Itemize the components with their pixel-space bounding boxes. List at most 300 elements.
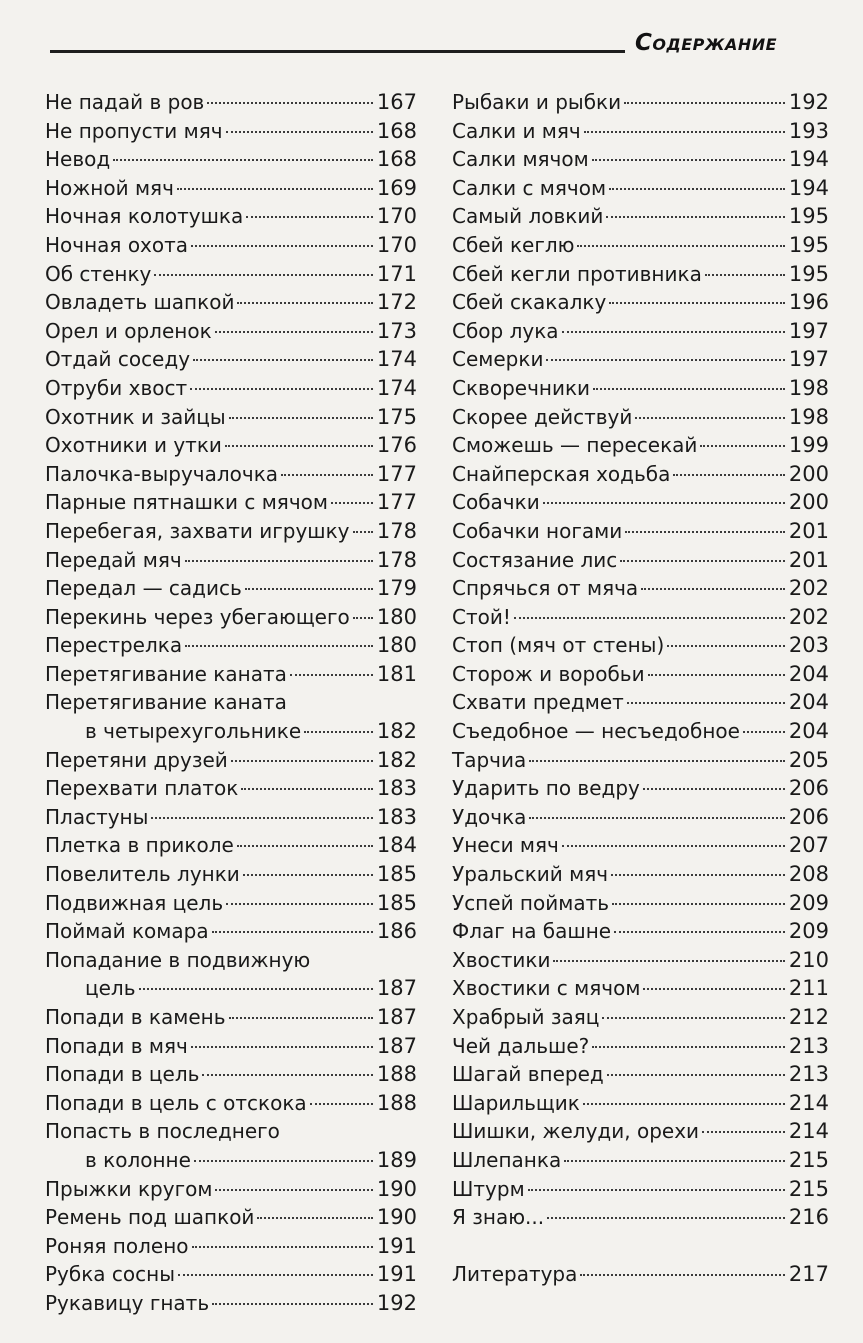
- toc-entry: [452, 774, 829, 803]
- dot-leader: [190, 388, 373, 390]
- entry-title: Собачки: [452, 490, 540, 515]
- entry-title: Чей дальше?: [452, 1033, 590, 1058]
- toc-entry: [45, 1260, 417, 1289]
- dot-leader: [225, 445, 373, 447]
- dot-leader: [245, 588, 373, 590]
- toc-entry: [452, 1032, 829, 1061]
- page-number: 200: [788, 461, 829, 486]
- toc-entry: [45, 746, 417, 775]
- page-number: 201: [788, 547, 829, 572]
- entry-title: Салки с мячом: [452, 175, 607, 200]
- page-number: 177: [376, 461, 417, 486]
- entry-title: Об стенку: [45, 261, 152, 286]
- dot-leader: [611, 874, 785, 876]
- dot-leader: [602, 1017, 785, 1019]
- page-number: 170: [376, 204, 417, 229]
- dot-leader: [154, 274, 373, 276]
- entry-title: Плетка в приколе: [45, 833, 234, 858]
- entry-title: Рыбаки и рыбки: [452, 90, 622, 114]
- dot-leader: [353, 531, 373, 533]
- toc-entry: [452, 803, 829, 832]
- entry-title: Тарчиа: [452, 747, 527, 772]
- dot-leader: [207, 102, 373, 104]
- entry-title: Я знаю...: [452, 1205, 545, 1230]
- dot-leader: [553, 960, 784, 962]
- page-number: 205: [788, 747, 829, 772]
- entry-title: Шлепанка: [452, 1147, 562, 1172]
- toc-entry: [45, 1089, 417, 1118]
- toc-entry: [452, 946, 829, 975]
- toc-entry: [45, 317, 417, 346]
- entry-title: Палочка-выручалочка: [45, 461, 279, 486]
- page-number: 186: [376, 919, 417, 944]
- toc-entry: [452, 1003, 829, 1032]
- dot-leader: [583, 1103, 785, 1105]
- dot-leader: [304, 731, 373, 733]
- page-number: 202: [788, 576, 829, 601]
- toc-entry: [452, 974, 829, 1003]
- entry-title: Попади в камень: [45, 1005, 226, 1029]
- page-number: 195: [788, 261, 829, 286]
- dot-leader: [705, 274, 785, 276]
- toc-entry: [45, 145, 417, 174]
- toc-entry: [452, 374, 829, 403]
- dot-leader: [192, 1246, 373, 1248]
- dot-leader: [648, 674, 785, 676]
- toc-entry: [45, 1289, 417, 1318]
- entry-title: Собачки ногами: [452, 518, 623, 543]
- toc-entry: [452, 1146, 829, 1175]
- entry-title: Состязание лис: [452, 547, 618, 572]
- page-number: 208: [788, 862, 829, 887]
- dot-leader: [624, 102, 785, 104]
- dot-leader: [185, 645, 373, 647]
- entry-title: Передай мяч: [45, 547, 182, 572]
- page-number: 204: [788, 690, 829, 715]
- dot-leader: [607, 1074, 785, 1076]
- entry-title: Ремень под шапкой: [45, 1205, 255, 1230]
- page-number: 199: [788, 433, 829, 458]
- toc-entry: [452, 174, 829, 203]
- dot-leader: [212, 931, 373, 933]
- page-number: 179: [376, 576, 417, 601]
- page-number: 204: [788, 661, 829, 686]
- entry-title: Попасть в последнего: [45, 1119, 280, 1144]
- page-number: 203: [788, 633, 829, 658]
- entry-title: Сможешь — пересекай: [452, 433, 698, 458]
- toc-entry: [45, 1232, 417, 1261]
- dot-leader: [700, 445, 784, 447]
- toc-entry: [45, 488, 417, 517]
- dot-leader: [528, 1189, 785, 1191]
- entry-title: Пластуны: [45, 804, 149, 829]
- toc-entry: [452, 889, 829, 918]
- entry-title: Сбор лука: [452, 318, 559, 343]
- toc-entry: [45, 260, 417, 289]
- entry-title: Уральский мяч: [452, 862, 609, 887]
- dot-leader: [246, 216, 373, 218]
- toc-entry: [45, 546, 417, 575]
- dot-leader: [243, 874, 373, 876]
- entry-title: Перехвати платок: [45, 776, 239, 801]
- toc-entry: [45, 803, 417, 832]
- dot-leader: [593, 388, 785, 390]
- entry-title: Унеси мяч: [452, 833, 559, 858]
- toc-entry: [452, 460, 829, 489]
- entry-title: Овладеть шапкой: [45, 290, 235, 315]
- dot-leader: [215, 331, 373, 333]
- page-number: 212: [788, 1005, 829, 1029]
- page-number: 191: [376, 1233, 417, 1258]
- entry-title: Повелитель лунки: [45, 862, 240, 887]
- toc-entry: [452, 546, 829, 575]
- entry-title: Попади в цель с отскока: [45, 1090, 307, 1115]
- entry-title: Хвостики с мячом: [452, 976, 641, 1001]
- dot-leader: [229, 417, 373, 419]
- entry-title: Скворечники: [452, 375, 591, 400]
- page-number: 173: [376, 318, 417, 343]
- entry-title: Снайперская ходьба: [452, 461, 671, 486]
- toc-entry: [45, 831, 417, 860]
- entry-title: Рукавицу гнать: [45, 1290, 210, 1315]
- toc-entry: [452, 488, 829, 517]
- toc-entry: [45, 574, 417, 603]
- dot-leader: [310, 1103, 373, 1105]
- entry-title: Отдай соседу: [45, 347, 191, 372]
- dot-leader: [529, 760, 785, 762]
- entry-title: Сбей кеглю: [452, 232, 575, 257]
- entry-title: Семерки: [452, 347, 544, 372]
- toc-entry: [45, 517, 417, 546]
- page-number: 176: [376, 433, 417, 458]
- dot-leader: [194, 1160, 373, 1162]
- page-number: 213: [788, 1033, 829, 1058]
- toc-entry: [45, 460, 417, 489]
- page-number: 188: [376, 1062, 417, 1087]
- entry-title-continued: цель: [85, 976, 136, 1001]
- page-number: 190: [376, 1176, 417, 1201]
- toc-entry: [45, 603, 417, 632]
- entry-title: Сбей скакалку: [452, 290, 607, 315]
- toc-entry: [452, 746, 829, 775]
- entry-title-continued: в колонне: [85, 1147, 191, 1172]
- page-number: 198: [788, 404, 829, 429]
- page-title: Содержание: [635, 30, 778, 56]
- entry-title: Спрячься от мяча: [452, 576, 639, 601]
- toc-entry: [45, 1175, 417, 1204]
- dot-leader: [577, 245, 784, 247]
- entry-title: Охотники и утки: [45, 433, 222, 458]
- entry-title: Перебегая, захвати игрушку: [45, 518, 350, 543]
- page-number: 194: [788, 175, 829, 200]
- entry-title: Перекинь через убегающего: [45, 604, 350, 629]
- toc-entry: [45, 774, 417, 803]
- dot-leader: [543, 502, 785, 504]
- toc-entry: [452, 345, 829, 374]
- page-number: 180: [376, 633, 417, 658]
- toc-entry: [452, 574, 829, 603]
- dot-leader: [606, 216, 785, 218]
- page-number: 174: [376, 375, 417, 400]
- dot-leader: [592, 1046, 785, 1048]
- dot-leader: [564, 1160, 785, 1162]
- entry-title: Передал — садись: [45, 576, 242, 601]
- dot-leader: [212, 1303, 373, 1305]
- dot-leader: [151, 817, 372, 819]
- toc-entry: [45, 889, 417, 918]
- page-number: 204: [788, 719, 829, 744]
- dot-leader: [743, 731, 785, 733]
- entry-title-continued: в четырехугольнике: [85, 719, 302, 744]
- entry-title: Попади в цель: [45, 1062, 200, 1087]
- page-number: 181: [376, 661, 417, 686]
- toc-entry: [452, 1260, 829, 1289]
- toc-entry: [452, 717, 829, 746]
- page-number: 195: [788, 204, 829, 229]
- page-number: 182: [376, 719, 417, 744]
- dot-leader: [257, 1217, 372, 1219]
- dot-leader: [226, 903, 373, 905]
- page-number: 185: [376, 890, 417, 915]
- entry-title: Перетягивание каната: [45, 661, 287, 686]
- dot-leader: [612, 903, 785, 905]
- page-number: 201: [788, 518, 829, 543]
- toc-entry: [452, 260, 829, 289]
- dot-leader: [191, 245, 373, 247]
- page-number: 215: [788, 1147, 829, 1172]
- entry-title: Успей поймать: [452, 890, 610, 915]
- dot-leader: [241, 788, 373, 790]
- entry-title: Стой!: [452, 604, 511, 629]
- entry-title: Прыжки кругом: [45, 1176, 213, 1201]
- page-number: 206: [788, 776, 829, 801]
- entry-title: Не пропусти мяч: [45, 118, 223, 143]
- entry-title: Сторож и воробьи: [452, 661, 645, 686]
- page-number: 209: [788, 890, 829, 915]
- dot-leader: [562, 331, 785, 333]
- dot-leader: [215, 1189, 372, 1191]
- entry-title: Невод: [45, 147, 111, 172]
- toc-left-column: [45, 88, 417, 1318]
- page-number: 193: [788, 118, 829, 143]
- dot-leader: [614, 931, 785, 933]
- toc-entry: [452, 1117, 829, 1146]
- toc-entry: [45, 631, 417, 660]
- page-number: 180: [376, 604, 417, 629]
- entry-title: Стоп (мяч от стены): [452, 633, 665, 658]
- entry-title: Удочка: [452, 804, 527, 829]
- entry-title: Попадание в подвижную: [45, 947, 311, 972]
- entry-title: Роняя полено: [45, 1233, 189, 1258]
- page-number: 189: [376, 1147, 417, 1172]
- entry-title: Шарильщик: [452, 1090, 580, 1115]
- dot-leader: [290, 674, 373, 676]
- dot-leader: [353, 617, 373, 619]
- entry-title: Съедобное — несъедобное: [452, 719, 740, 744]
- toc-entry: [45, 374, 417, 403]
- dot-leader: [231, 760, 373, 762]
- page-number: 209: [788, 919, 829, 944]
- toc-entry: [452, 145, 829, 174]
- toc-entry: [45, 1003, 417, 1032]
- dot-leader: [620, 560, 785, 562]
- toc-entry: [45, 202, 417, 231]
- page-number: 174: [376, 347, 417, 372]
- page-number: 185: [376, 862, 417, 887]
- toc-entry: [45, 1203, 417, 1232]
- toc-entry: [452, 202, 829, 231]
- dot-leader: [185, 560, 373, 562]
- dot-leader: [229, 1017, 373, 1019]
- toc-entry: [452, 831, 829, 860]
- dot-leader: [202, 1074, 372, 1076]
- toc-entry: [45, 917, 417, 946]
- entry-title: Охотник и зайцы: [45, 404, 226, 429]
- toc-entry: [45, 688, 417, 745]
- page-number: 182: [376, 747, 417, 772]
- dot-leader: [609, 302, 785, 304]
- entry-title: Не падай в ров: [45, 90, 205, 114]
- dot-leader: [113, 159, 373, 161]
- dot-leader: [546, 359, 784, 361]
- page-number: 178: [376, 518, 417, 543]
- dot-leader: [191, 1046, 373, 1048]
- page-number: 191: [376, 1262, 417, 1287]
- toc-entry: [45, 345, 417, 374]
- toc-entry: [45, 88, 417, 117]
- page-number: 167: [376, 90, 417, 114]
- page-number: 211: [788, 976, 829, 1001]
- page-number: 187: [376, 1033, 417, 1058]
- page-number: 183: [376, 776, 417, 801]
- page-number: 213: [788, 1062, 829, 1087]
- page-number: 177: [376, 490, 417, 515]
- toc-entry: [452, 1060, 829, 1089]
- dot-leader: [226, 131, 373, 133]
- toc-entry: [45, 403, 417, 432]
- toc-entry: [452, 288, 829, 317]
- entry-title: Хвостики: [452, 947, 551, 972]
- entry-title: Попади в мяч: [45, 1033, 188, 1058]
- dot-leader: [139, 988, 373, 990]
- page-number: 175: [376, 404, 417, 429]
- page-number: 202: [788, 604, 829, 629]
- toc-right-column: [452, 88, 829, 1288]
- page-number: 168: [376, 118, 417, 143]
- toc-entry: [452, 231, 829, 260]
- toc-entry: [45, 1117, 417, 1174]
- page-number: 168: [376, 147, 417, 172]
- entry-title: Салки и мяч: [452, 118, 581, 143]
- toc-entry: [452, 631, 829, 660]
- entry-title: Подвижная цель: [45, 890, 224, 915]
- page-number: 214: [788, 1119, 829, 1144]
- page-number: 170: [376, 232, 417, 257]
- entry-title: Шишки, желуди, орехи: [452, 1119, 700, 1144]
- page-number: 171: [376, 261, 417, 286]
- page-number: 200: [788, 490, 829, 515]
- entry-title: Литература: [452, 1261, 578, 1286]
- dot-leader: [331, 502, 373, 504]
- dot-leader: [702, 1131, 785, 1133]
- toc-entry: [45, 174, 417, 203]
- dot-leader: [635, 417, 785, 419]
- dot-leader: [562, 845, 785, 847]
- page-number: 206: [788, 804, 829, 829]
- entry-title: Рубка сосны: [45, 1262, 176, 1287]
- dot-leader: [643, 988, 784, 990]
- page-number: 214: [788, 1090, 829, 1115]
- toc-entry: [452, 117, 829, 146]
- page-number: 197: [788, 318, 829, 343]
- page-number: 194: [788, 147, 829, 172]
- toc-entry: [452, 403, 829, 432]
- page-number: 187: [376, 976, 417, 1001]
- dot-leader: [625, 531, 785, 533]
- page-number: 184: [376, 833, 417, 858]
- toc-entry: [45, 1032, 417, 1061]
- page-number: 210: [788, 947, 829, 972]
- toc-entry: [45, 117, 417, 146]
- entry-title: Скорее действуй: [452, 404, 633, 429]
- entry-title: Перетягивание каната: [45, 690, 287, 715]
- entry-title: Перетяни друзей: [45, 747, 228, 772]
- toc-entry: [452, 660, 829, 689]
- entry-title: Поймай комара: [45, 919, 209, 944]
- page-number: 207: [788, 833, 829, 858]
- page-number: 169: [376, 175, 417, 200]
- entry-title: Ударить по ведру: [452, 776, 640, 801]
- dot-leader: [281, 474, 373, 476]
- page-number: 187: [376, 1005, 417, 1029]
- page-number: 197: [788, 347, 829, 372]
- dot-leader: [643, 788, 785, 790]
- page-number: 192: [376, 1290, 417, 1315]
- header-rule: [50, 50, 625, 53]
- toc-entry: [452, 517, 829, 546]
- dot-leader: [673, 474, 785, 476]
- page-number: 172: [376, 290, 417, 315]
- toc-entry: [452, 603, 829, 632]
- page-number: 216: [788, 1205, 829, 1230]
- entry-title: Шагай вперед: [452, 1062, 604, 1087]
- toc-entry: [452, 1203, 829, 1232]
- entry-title: Ночная колотушка: [45, 204, 244, 229]
- entry-title: Парные пятнашки с мячом: [45, 490, 328, 515]
- entry-title: Флаг на башне: [452, 919, 612, 944]
- entry-title: Самый ловкий: [452, 204, 604, 229]
- page-number: 198: [788, 375, 829, 400]
- dot-leader: [178, 1274, 373, 1276]
- dot-leader: [584, 131, 785, 133]
- toc-entry: [45, 660, 417, 689]
- dot-leader: [609, 188, 785, 190]
- entry-title: Штурм: [452, 1176, 525, 1201]
- toc-entry: [452, 317, 829, 346]
- dot-leader: [667, 645, 785, 647]
- page-number: 195: [788, 232, 829, 257]
- entry-title: Сбей кегли противника: [452, 261, 702, 286]
- entry-title: Храбрый заяц: [452, 1005, 600, 1029]
- toc-entry: [452, 1089, 829, 1118]
- entry-title: Ножной мяч: [45, 175, 174, 200]
- toc-entry: [452, 88, 829, 117]
- toc-entry: [452, 431, 829, 460]
- toc-entry: [452, 1175, 829, 1204]
- dot-leader: [237, 845, 373, 847]
- dot-leader: [641, 588, 785, 590]
- page-number: 183: [376, 804, 417, 829]
